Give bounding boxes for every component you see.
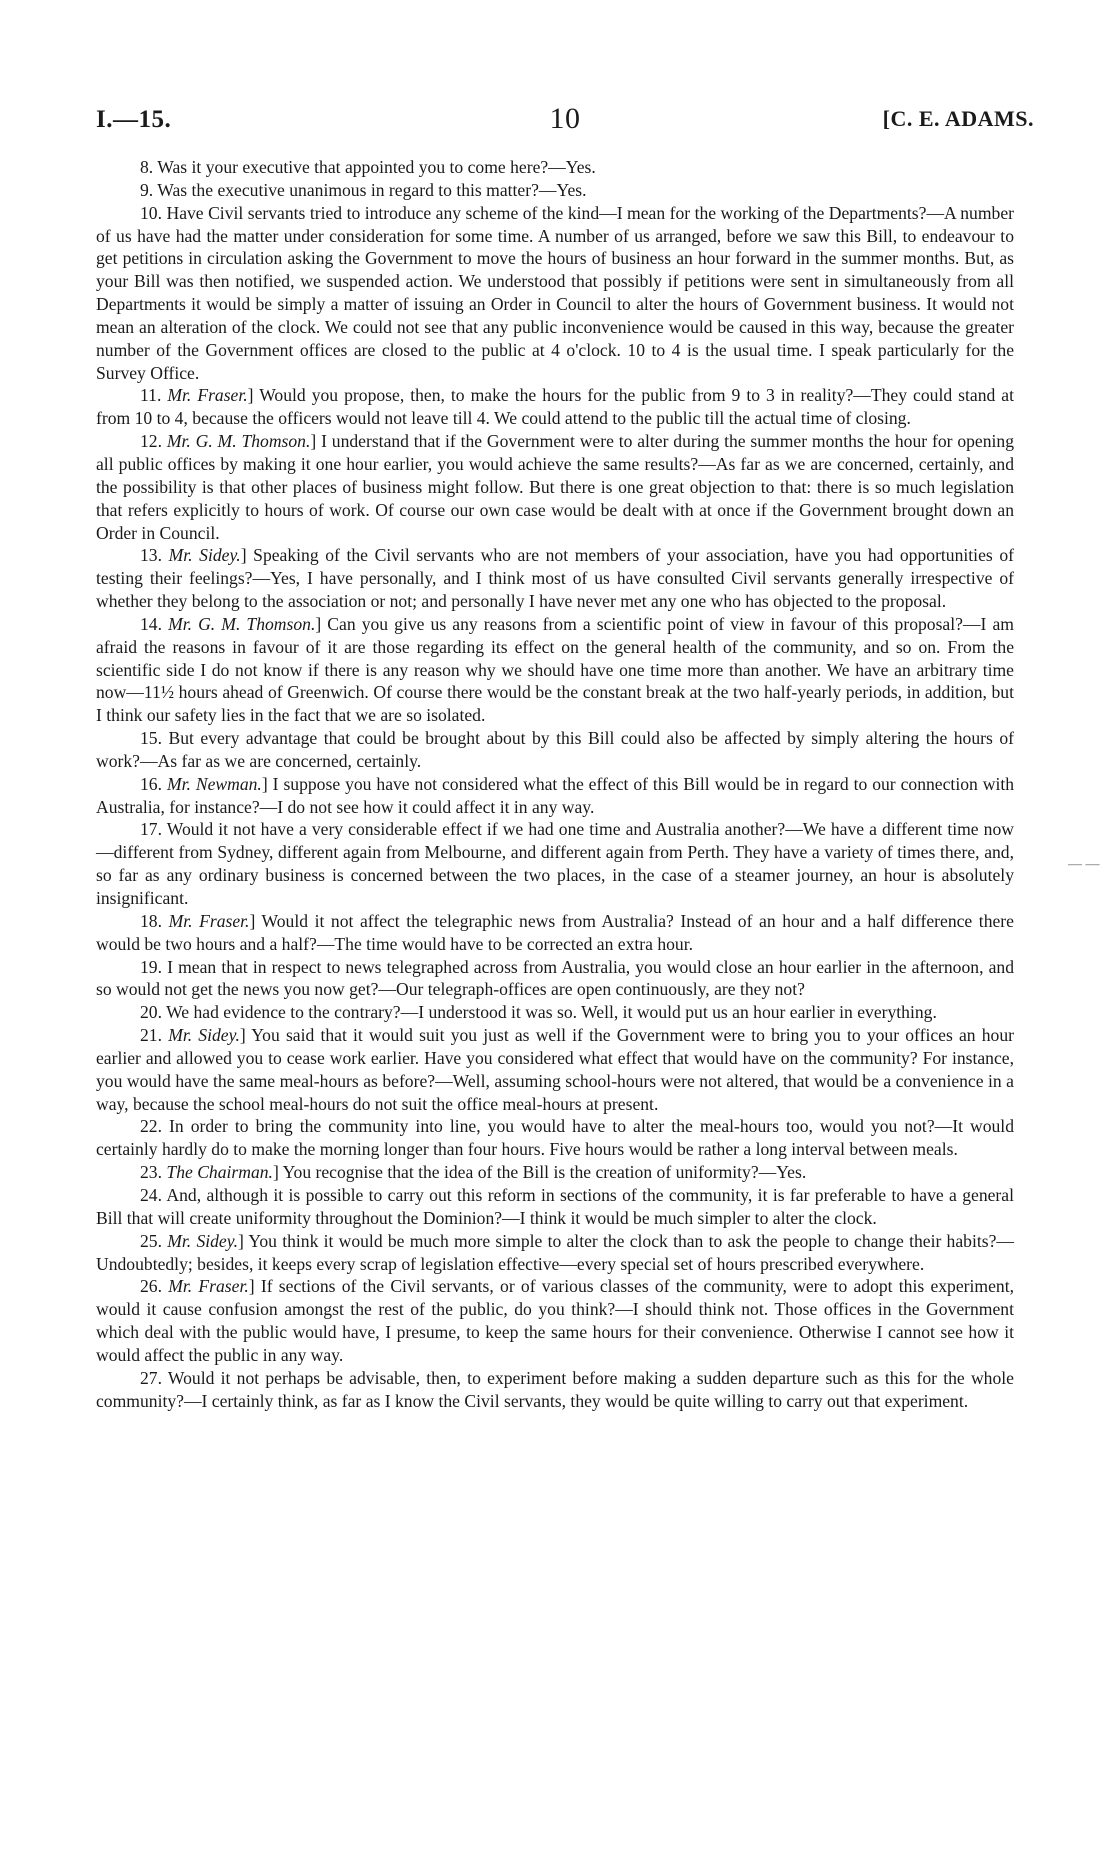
question-number: 26. [140,1276,162,1297]
speaker-name: Mr. G. M. Thomson. [166,431,311,452]
question-paragraph: 13. Mr. Sidey.] Speaking of the Civil servants who are not members of your association, have you had opportunities of testing their feelings?—Yes, I have personally, and I think most of us have consulted Civil servants generally irrespective of whether they belong to the association or not; and personally I have never met any one who has objected to the proposal. [96,545,1014,612]
question-number: 9. [140,179,154,200]
question-text: Would it not affect the telegraphic news from Australia? Instead of an hour and a half difference there would be two hours and a half?—The time would have to be corrected an extra hour. [96,910,1014,954]
question-number: 17. [140,819,162,840]
question-paragraph: 12. Mr. G. M. Thomson.] I understand that if the Government were to alter during the summer months the hour for opening all public offices by making it one hour earlier, you would achieve the same results?—As far as we are concerned, certainly, and the possibility is that other places of business might follow. But there is one great objection to that: there is so much legislation that refers explicitly to hours of work. Of course our own case would be dealt with at once if the Government brought down an Order in Council. [96,431,1014,543]
question-text: Was it your executive that appointed you to come here?—Yes. [157,157,596,177]
question-paragraph: 23. The Chairman.] You recognise that the idea of the Bill is the creation of uniformity?—Yes. [140,1162,807,1183]
question-text: Would it not perhaps be advisable, then, to experiment before making a sudden departure such as this for the whole community?—I certainly think, as far as I know the Civil servants, they would be quite willing to carry out that experiment. [96,1367,1014,1411]
question-number: 20. [140,1002,162,1023]
question-paragraph [96,179,1014,202]
question-paragraph [96,1184,1014,1230]
question-text: Was the executive unanimous in regard to this matter?—Yes. [157,179,587,200]
question-number: 21. [140,1025,162,1046]
question-paragraph: 16. Mr. Newman.] I suppose you have not considered what the effect of this Bill would be in regard to our connection with Australia, for instance?—I do not see how it could affect it in any way. [96,773,1015,817]
speaker-name: Mr. Fraser. [167,385,248,406]
speaker-name: Mr. Sidey. [167,1230,238,1251]
question-text: You think it would be much more simple to alter the clock than to ask the people to change their habits?—Undoubtedly; besides, it keeps every scrap of legislation effective—every special set of hours prescribed everywhere. [96,1230,1014,1274]
witness-name: [C. E. ADAMS. [882,106,1034,131]
speaker-name: Mr. Sidey. [168,1025,240,1046]
question-paragraph [96,1367,1014,1413]
speaker-name: Mr. Newman. [166,773,262,794]
question-paragraph: 25. Mr. Sidey.] You think it would be much more simple to alter the clock than to ask the people to change their habits?—Undoubtedly; besides, it keeps every scrap of legislation effective—every special set of hours prescribed everywhere. [96,1230,1014,1274]
question-number: 24. [140,1184,162,1205]
speaker-name: Mr. Fraser. [168,1276,249,1297]
question-paragraph [96,156,1014,179]
question-number: 25. [140,1230,162,1251]
question-text: We had evidence to the contrary?—I understood it was so. Well, it would put us an hour earlier in everything. [166,1002,937,1023]
question-number: 14. [140,613,162,634]
question-text: If sections of the Civil servants, or of various classes of the community, were to adopt this experiment, would it cause confusion amongst the rest of the public, do you think?—I should think not. Those offices in the Government which deal with the public would have, I presume, to keep the same hours for their convenience. Otherwise I cannot see how it would affect the public in any way. [96,1276,1014,1365]
page-number: 10 [549,102,581,135]
question-number: 10. [140,202,162,223]
question-number: 27. [140,1367,162,1388]
paper-reference: I.—15. [96,106,172,133]
question-paragraph: 26. Mr. Fraser.] If sections of the Civil servants, or of various classes of the community, were to adopt this experiment, would it cause confusion amongst the rest of the public, do you think?—I should think not. Those offices in the Government which deal with the public would have, I presume, to keep the same hours for their convenience. Otherwise I cannot see how it would affect the public in any way. [96,1276,1014,1365]
question-text: You recognise that the idea of the Bill is the creation of uniformity?—Yes. [282,1162,807,1183]
question-text: Can you give us any reasons from a scientific point of view in favour of this proposal?—I am afraid the reasons in favour of it are those regarding its effect on the general health of the community, and so on. From the scientific side I do not know if there is any reason why we should have one time more than another. We have an arbitrary time now—11½ hours ahead of Greenwich. Of course there would be the constant break at the two half-yearly periods, in addition, but I think our safety lies in the fact that we are so isolated. [96,613,1014,726]
question-text: You said that it would suit you just as well if the Government were to bring you to your offices an hour earlier and allowed you to cease work earlier. Have you considered what effect that would have on the community? For instance, you would have the same meal-hours as before?—Well, assuming school-hours were not altered, that would be a convenience in a way, because the school meal-hours do not suit the office meal-hours at present. [96,1025,1015,1114]
speaker-name: The Chairman. [166,1162,273,1183]
question-text: I suppose you have not considered what the effect of this Bill would be in regard to our connection with Australia, for instance?—I do not see how it could affect it in any way. [96,773,1015,817]
question-paragraph: 18. Mr. Fraser.] Would it not affect the telegraphic news from Australia? Instead of an hour and a half difference there would be two hours and a half?—The time would have to be corrected an extra hour. [96,910,1014,954]
question-paragraph [96,1001,1014,1024]
question-number: 23. [140,1162,162,1183]
page-header [96,102,1034,142]
question-text: And, although it is possible to carry out this reform in sections of the community, it is far preferable to have a general Bill that will create uniformity throughout the Dominion?—I think it would be much simpler to alter the clock. [96,1184,1014,1228]
question-paragraph [96,956,1014,1002]
question-text: Have Civil servants tried to introduce any scheme of the kind—I mean for the working of the Departments?—A number of us have had the matter under consideration for some time. A number of us arranged, before we saw this Bill, to endeavour to get petitions in circulation asking the Government to move the hours of business an hour forward in the summer months. But, as your Bill was then notified, we suspended action. We understood that possibly if petitions were sent in simultaneously from all Departments it would be simply a matter of issuing an Order in Council to alter the hours of Government business. It would not mean an alteration of the clock. We could not see that any public inconvenience would be caused in this way, because the greater number of the Government offices are closed to the public at 4 o'clock. 10 to 4 is the usual time. I speak particularly for the Survey Office. [96,202,1015,383]
question-paragraph: 21. Mr. Sidey.] You said that it would suit you just as well if the Government were to bring you to your offices an hour earlier and allowed you to cease work earlier. Have you considered what effect that would have on the community? For instance, you would have the same meal-hours as before?—Well, assuming school-hours were not altered, that would be a convenience in a way, because the school meal-hours do not suit the office meal-hours at present. [96,1025,1015,1114]
question-number: 15. [140,728,162,749]
question-paragraph [96,818,1014,909]
question-paragraph [96,727,1014,773]
question-number: 16. [140,773,162,794]
question-paragraph: 14. Mr. G. M. Thomson.] Can you give us any reasons from a scientific point of view in favour of this proposal?—I am afraid the reasons in favour of it are those regarding its effect on the general health of the community, and so on. From the scientific side I do not know if there is any reason why we should have one time more than another. We have an arbitrary time now—11½ hours ahead of Greenwich. Of course there would be the constant break at the two half-yearly periods, in addition, but I think our safety lies in the fact that we are so isolated. [96,613,1014,726]
speaker-name: Mr. Fraser. [168,910,250,931]
question-paragraph [96,202,1014,385]
question-number: 18. [140,910,162,931]
question-text: I mean that in respect to news telegraphed across from Australia, you would close an hour earlier in the afternoon, and so would not get the news you now get?—Our telegraph-offices are open continuously, are they not? [96,956,1014,1000]
question-text: In order to bring the community into line, you would have to alter the meal-hours too, would you not?—It would certainly hardly do to make the morning longer than four hours. Five hours would be rather a long interval between meals. [96,1116,1014,1160]
question-text: Speaking of the Civil servants who are not members of your association, have you had opportunities of testing their feelings?—Yes, I have personally, and I think most of us have consulted Civil servants generally irrespective of whether they belong to the association or not; and personally I have never met any one who has objected to the proposal. [96,545,1014,612]
question-text: I understand that if the Government were to alter during the summer months the hour for opening all public offices by making it one hour earlier, you would achieve the same results?—As far as we are concerned, certainly, and the possibility is that other places of business might follow. But there is one great objection to that: there is so much legislation that refers explicitly to hours of work. Of course our own case would be dealt with at once if the Government brought down an Order in Council. [96,431,1014,543]
margin-mark: — — [1068,857,1100,872]
speaker-name: Mr. Sidey. [168,545,241,566]
question-paragraph: 11. Mr. Fraser.] Would you propose, then, to make the hours for the public from 9 to 3 in reality?—They could stand at from 10 to 4, because the officers would not leave till 4. We could attend to the public till the actual time of closing. [96,385,1014,429]
evidence-text [96,156,1014,1412]
question-text: Would you propose, then, to make the hours for the public from 9 to 3 in reality?—They could stand at from 10 to 4, because the officers would not leave till 4. We could attend to the public till the actual time of closing. [96,385,1014,429]
question-number: 8. [140,157,154,177]
speaker-name: Mr. G. M. Thomson. [168,613,316,634]
question-number: 13. [140,545,162,566]
question-text: Would it not have a very considerable effect if we had one time and Australia another?—We have a different time now—different from Sydney, different again from Melbourne, and different again from Perth. They have a variety of times there, and, so far as any ordinary business is concerned between the two places, in the case of a steamer journey, an hour is absolutely insignificant. [96,819,1014,908]
question-number: 22. [140,1116,162,1137]
question-text: But every advantage that could be brought about by this Bill could also be affected by simply altering the hours of work?—As far as we are concerned, certainly. [96,728,1014,771]
question-paragraph [96,1115,1014,1161]
question-number: 12. [140,431,162,452]
question-number: 19. [140,956,162,977]
question-number: 11. [140,385,162,406]
